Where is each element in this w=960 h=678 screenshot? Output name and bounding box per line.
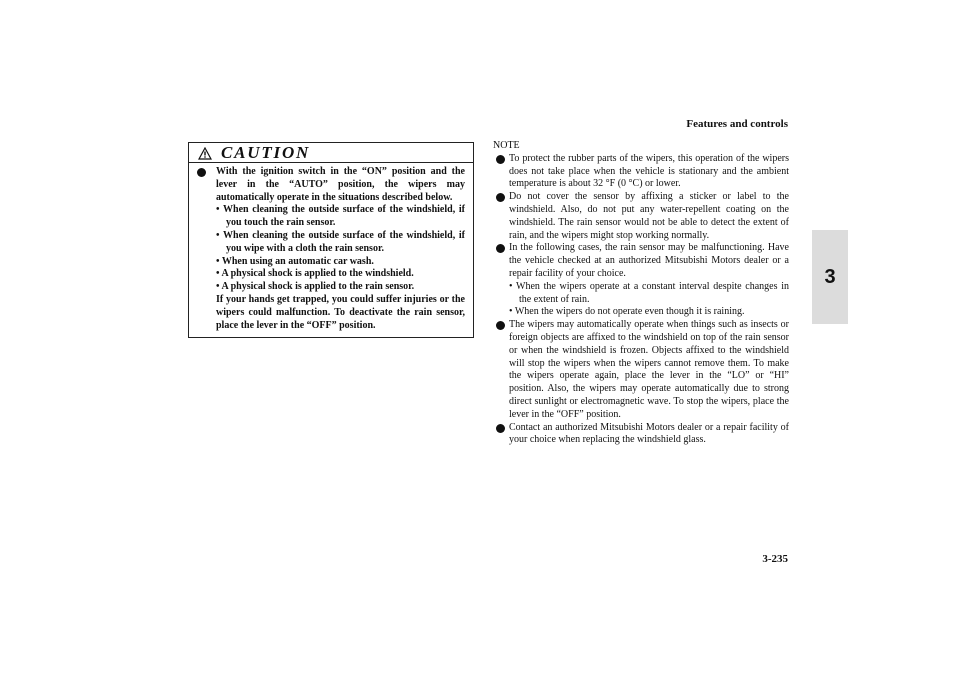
caution-situation: • A physical shock is applied to the rain sensor. [216, 281, 415, 293]
caution-situation: • A physical shock is applied to the windshield. [216, 268, 414, 280]
note-item [493, 191, 789, 242]
caution-box [188, 142, 474, 338]
section-header: Features and controls [686, 118, 788, 130]
note-item [493, 242, 789, 319]
note-label: NOTE [493, 140, 520, 151]
caution-item-text: With the ignition switch in the “ON” position and the lever in the “AUTO” position, the wipers may automatically operate in the situations described below. [216, 166, 465, 203]
note-item-text: Do not cover the sensor by affixing a sticker or label to the windshield. Also, do not put any water-repellent coating on the windshield. The rain sensor would not be able to detect the extent of rain, and the wipers might stop working normally. [509, 191, 789, 241]
caution-header [189, 143, 473, 163]
caution-title: CAUTION [221, 143, 311, 162]
bullet-icon [496, 424, 505, 433]
warning-triangle-icon [198, 147, 212, 160]
caution-closing: If your hands get trapped, you could suffer injuries or the wipers could malfunction. To deactivate the rain sensor, place the lever in the “OFF” position. [216, 293, 465, 331]
caution-item [197, 166, 465, 332]
bullet-icon [496, 193, 505, 202]
note-item [493, 153, 789, 191]
caution-body [189, 163, 473, 337]
malfunction-case: • When the wipers operate at a constant interval despite changes in the extent of rain. [509, 280, 789, 305]
malfunction-case: • When the wipers do not operate even though it is raining. [509, 306, 745, 318]
note-item-text: Contact an authorized Mitsubishi Motors dealer or a repair facility of your choice when replacing the windshield glass. [509, 421, 789, 446]
bullet-icon [496, 155, 505, 164]
bullet-icon [496, 244, 505, 253]
caution-situation: • When cleaning the outside surface of the windshield, if you touch the rain sensor. [216, 204, 465, 229]
bullet-icon [496, 321, 505, 330]
bullet-icon [197, 168, 206, 177]
note-section [493, 140, 789, 447]
note-item-text: In the following cases, the rain sensor may be malfunctioning. Have the vehicle checked at an authorized Mitsubishi Motors dealer or a repair facility of your choice. [509, 242, 789, 279]
note-item-text: The wipers may automatically operate when things such as insects or foreign objects are affixed to the windshield on top of the rain sensor or when the windshield is frozen. Objects affixed to the windshield will stop the wipers when the wipers cannot remove them. To make the wipers operate again, place the lever in the “LO” or “HI” position. Also, the wipers may operate automatically due to strong direct sunlight or electromagnetic wave. To stop the wipers, place the lever in the “OFF” position. [509, 319, 789, 420]
page-number: 3-235 [762, 553, 788, 565]
chapter-tab [812, 230, 848, 324]
chapter-number: 3 [824, 265, 836, 288]
note-item [493, 319, 789, 421]
note-item [493, 422, 789, 448]
caution-situation: • When cleaning the outside surface of the windshield, if you wipe with a cloth the rain sensor. [216, 229, 465, 254]
note-item-text: To protect the rubber parts of the wipers, this operation of the wipers does not take place when the vehicle is stationary and the ambient temperature is about 32 °F (0 °C) or lower. [509, 152, 789, 190]
caution-situation: • When using an automatic car wash. [216, 255, 374, 267]
